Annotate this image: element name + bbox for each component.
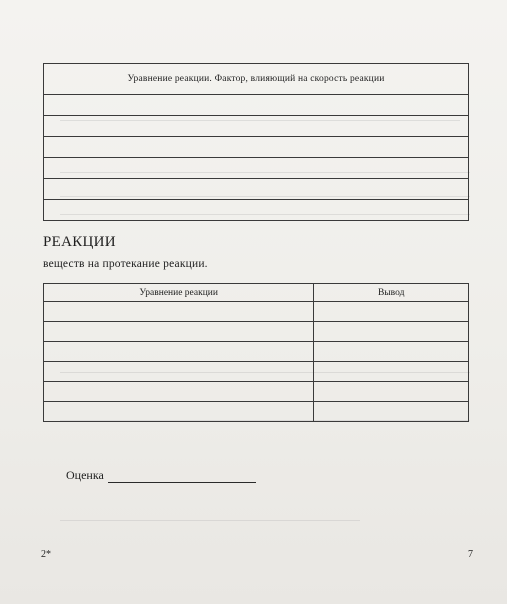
grade-label: Оценка bbox=[66, 468, 104, 482]
table2-cell-equation[interactable] bbox=[44, 402, 314, 422]
table2-cell-conclusion[interactable] bbox=[314, 322, 469, 342]
table2-cell-equation[interactable] bbox=[44, 322, 314, 342]
table2-cell-conclusion[interactable] bbox=[314, 382, 469, 402]
table1-header: Уравнение реакции. Фактор, влияющий на скорость реакции bbox=[44, 64, 469, 95]
table2-cell-conclusion[interactable] bbox=[314, 362, 469, 382]
table1-row[interactable] bbox=[44, 95, 469, 116]
table2-cell-equation[interactable] bbox=[44, 342, 314, 362]
table2-cell-equation[interactable] bbox=[44, 302, 314, 322]
table2-header-conclusion: Вывод bbox=[314, 284, 469, 302]
table2-cell-conclusion[interactable] bbox=[314, 342, 469, 362]
reaction-factor-table bbox=[43, 63, 469, 221]
signature-mark: 2* bbox=[41, 549, 51, 560]
table2-header-equation: Уравнение реакции bbox=[44, 284, 314, 302]
table1-row[interactable] bbox=[44, 200, 469, 221]
page-number: 7 bbox=[468, 549, 473, 560]
table2-cell-equation[interactable] bbox=[44, 362, 314, 382]
table1-row[interactable] bbox=[44, 137, 469, 158]
table1-row[interactable] bbox=[44, 116, 469, 137]
table2-cell-conclusion[interactable] bbox=[314, 402, 469, 422]
table1-row[interactable] bbox=[44, 158, 469, 179]
table2-cell-equation[interactable] bbox=[44, 382, 314, 402]
grade-field[interactable] bbox=[108, 482, 256, 483]
section-subtitle: веществ на протекание реакции. bbox=[43, 258, 208, 270]
table2-cell-conclusion[interactable] bbox=[314, 302, 469, 322]
section-heading: РЕАКЦИИ bbox=[43, 234, 116, 250]
reaction-conclusion-table bbox=[43, 283, 469, 422]
table1-row[interactable] bbox=[44, 179, 469, 200]
